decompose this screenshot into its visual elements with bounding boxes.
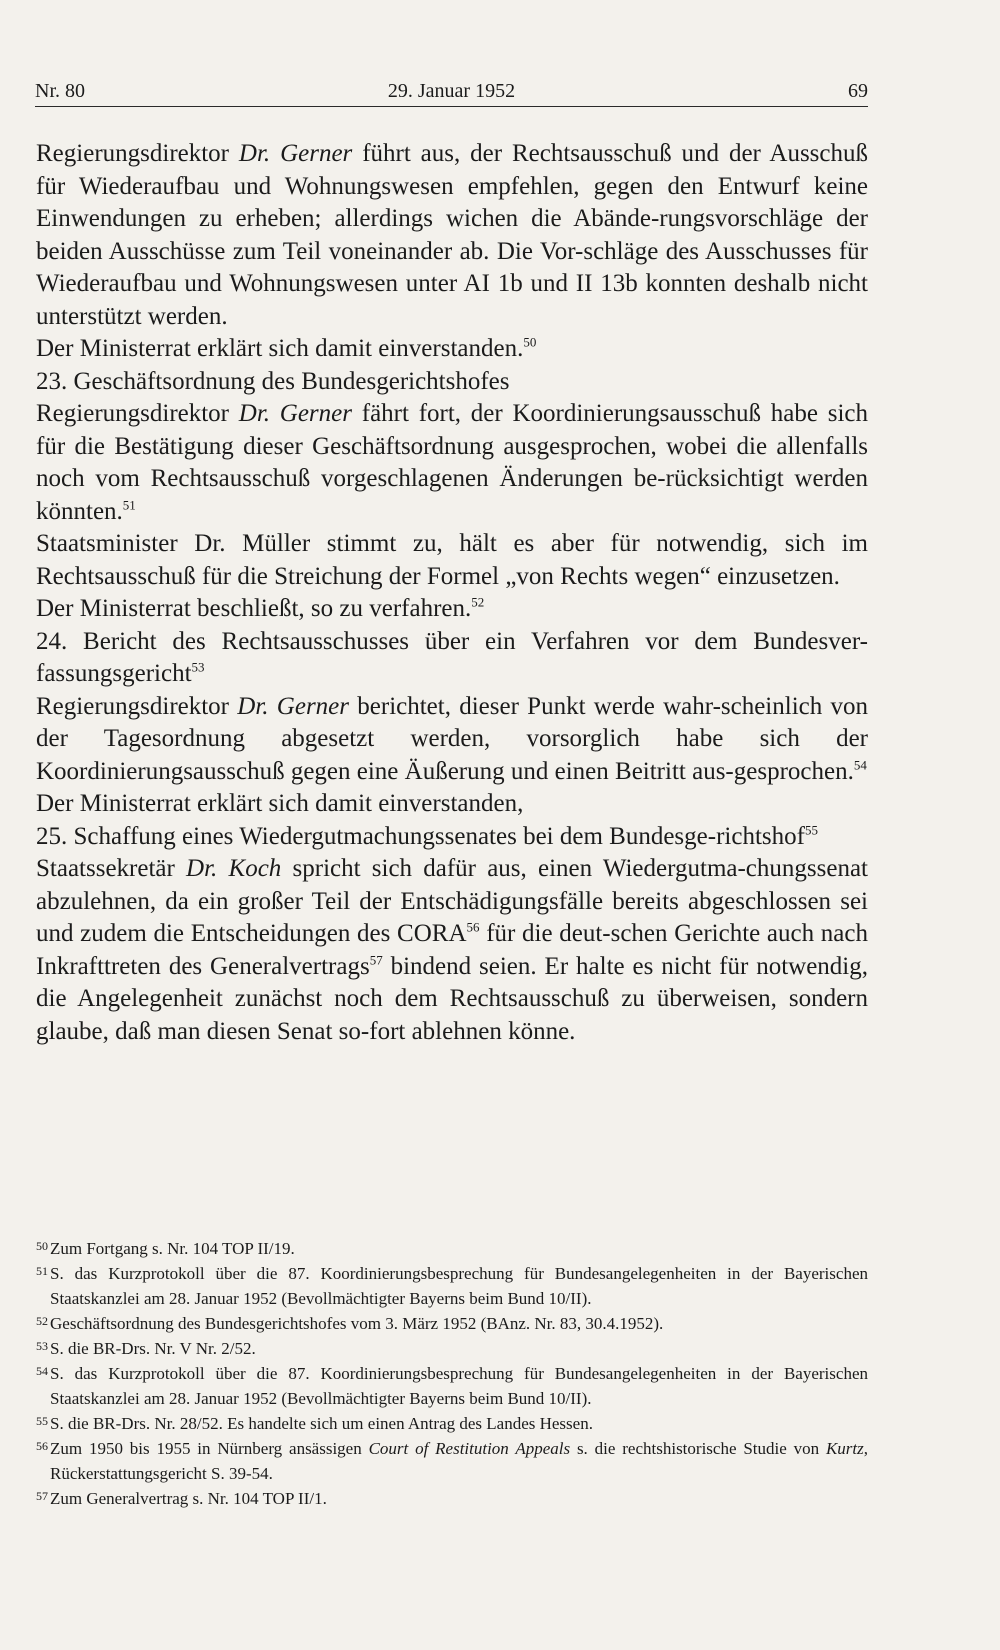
document-number: Nr. 80 <box>35 80 85 102</box>
footnote-ref: 53 <box>191 659 205 675</box>
paragraph: Der Ministerrat erklärt sich damit einverstanden.$^{50}$ <box>36 334 537 362</box>
paragraph: Der Ministerrat beschließt, so zu verfahren.$^{52}$ <box>36 594 485 622</box>
footnote-ref: 54 <box>853 757 867 773</box>
footnote-ref: 52 <box>471 594 485 610</box>
footnote: 53 S. die BR-Drs. Nr. V Nr. 2/52. <box>36 1339 256 1358</box>
paragraph: Regierungsdirektor Dr. Gerner berichtet, dieser Punkt werde wahr-scheinlich von der Tagesordnung abgesetzt werden, vorsorglich habe sich der Koordinierungsausschuß gegen eine Äußerung und einen Beitritt aus-gesprochen.$^{54}$ <box>36 692 868 785</box>
footnote-ref: 51 <box>122 497 136 513</box>
paragraph: Der Ministerrat erklärt sich damit einverstanden, <box>36 790 524 817</box>
footnotes <box>36 1236 868 1511</box>
paragraph: Regierungsdirektor Dr. Gerner führt aus, der Rechtsausschuß und der Ausschuß für Wiederaufbau und Wohnungswesen empfehlen, gegen den Entwurf keine Einwendungen zu erheben; allerdings wichen die Abände-rungsvorschläge der beiden Ausschüsse zum Teil voneinander ab. Die Vor-schläge des Ausschusses für Wiederaufbau und Wohnungswesen unter AI 1b und II 13b konnten deshalb nicht unterstützt werden. <box>36 140 869 330</box>
agenda-item-heading: 25. Schaffung eines Wiedergutmachungssenates bei dem Bundesge-richtshof$^{55}$ <box>36 822 818 850</box>
paragraph: Staatsminister Dr. Müller stimmt zu, hält es aber für notwendig, sich im Rechtsausschuß für die Streichung der Formel „von Rechts wegen“ einzusetzen. <box>36 530 868 590</box>
footnote-ref: 55 <box>804 822 818 838</box>
page-number: 69 <box>848 80 868 102</box>
agenda-item-heading: 23. Geschäftsordnung des Bundesgerichtshofes <box>36 367 510 395</box>
paragraph: Staatssekretär Dr. Koch spricht sich dafür aus, einen Wiedergutma-chungssenat abzulehnen, da ein großer Teil der Entschädigungsfälle bereits abgeschlossen sei und zudem die Entscheidungen des CORA$^{56}$ für die deut-schen Gerichte auch nach Inkrafttreten des Generalvertrags$^{57}$ bindend seien. Er halte es nicht für notwendig, die Angelegenheit zunächst noch dem Rechtsausschuß zu überweisen, sondern glaube, daß man diesen Senat so-fort ablehnen könne. <box>36 855 868 1045</box>
footnote: 57 Zum Generalvertrag s. Nr. 104 TOP II/1. <box>36 1489 327 1508</box>
footnote: 50 Zum Fortgang s. Nr. 104 TOP II/19. <box>36 1239 295 1258</box>
page-header <box>35 76 868 107</box>
footnote: 54 S. das Kurzprotokoll über die 87. Koordinierungsbesprechung für Bundesangelegenheiten in der Bayerischen Staatskanzlei am 28. Januar 1952 (Bevollmächtigter Bayerns beim Bund 10/II). <box>36 1364 868 1408</box>
footnote: 55 S. die BR-Drs. Nr. 28/52. Es handelte sich um einen Antrag des Landes Hessen. <box>36 1414 593 1433</box>
document-date: 29. Januar 1952 <box>387 80 516 102</box>
main-text <box>36 138 868 1048</box>
footnote-ref: 57 <box>369 952 383 968</box>
footnote: 56 Zum 1950 bis 1955 in Nürnberg ansässigen Court of Restitution Appeals s. die rechtshistorische Studie von Kurtz, Rückerstattungsgericht S. 39-54. <box>36 1439 868 1483</box>
agenda-item-heading: 24. Bericht des Rechtsausschusses über ein Verfahren vor dem Bundesver-fassungsgericht$^{53}$ <box>36 627 868 687</box>
footnote-ref: 56 <box>466 919 480 935</box>
footnote: 52 Geschäftsordnung des Bundesgerichtshofes vom 3. März 1952 (BAnz. Nr. 83, 30.4.1952). <box>36 1314 664 1333</box>
paragraph: Regierungsdirektor Dr. Gerner fährt fort, der Koordinierungsausschuß habe sich für die Bestätigung dieser Geschäftsordnung ausgesprochen, wobei die allenfalls noch vom Rechtsausschuß vorgeschlagenen Änderungen be-rücksichtigt werden könnten.$^{51}$ <box>36 400 868 525</box>
footnote: 51 S. das Kurzprotokoll über die 87. Koordinierungsbesprechung für Bundesangelegenheiten in der Bayerischen Staatskanzlei am 28. Januar 1952 (Bevollmächtigter Bayerns beim Bund 10/II). <box>36 1264 868 1308</box>
footnote-ref: 50 <box>523 334 537 350</box>
